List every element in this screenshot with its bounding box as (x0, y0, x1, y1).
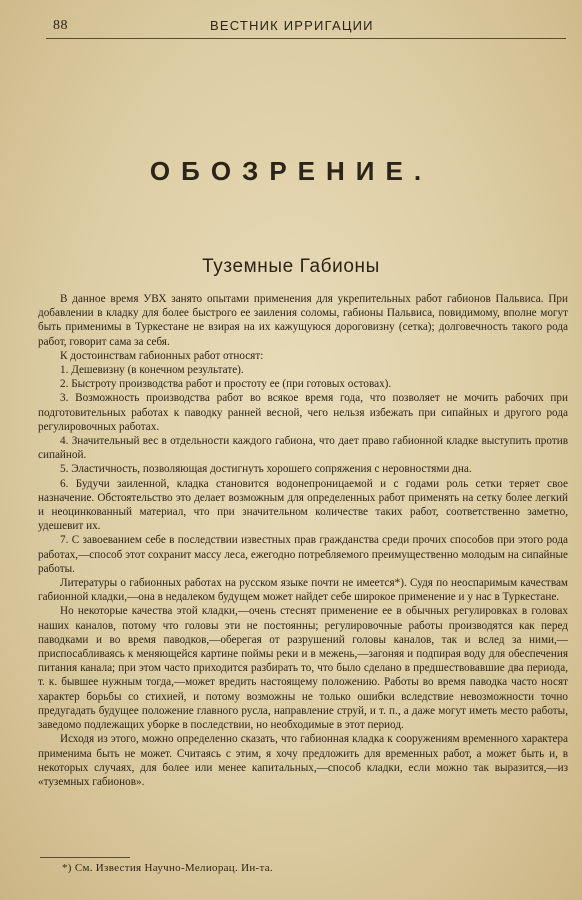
body-paragraph: К достоинствам габионных работ относят: (60, 349, 264, 362)
footnote: *) См. Известия Научно-Мелиорац. Ин-та. (62, 862, 273, 874)
body-paragraph: 3. Возможность производства работ во всякое время года, что позволяет не мочить рабочих при подготовительных работах к паводку ранней весной, чего нельзя избежать при сипайных и другого рода регулировочных работах. (38, 392, 568, 433)
page-number: 88 (53, 18, 68, 33)
body-paragraph: 4. Значительный вес в отдельности каждого габиона, что дает право габионной кладке выступить против сипайной. (38, 435, 568, 462)
header-rule (46, 38, 566, 39)
article-title: Туземные Габионы (202, 256, 380, 277)
footnote-rule (40, 857, 130, 858)
body-paragraph: 5. Эластичность, позволяющая достигнуть хорошего сопряжения с неровностями дна. (60, 463, 472, 476)
body-paragraph: 6. Будучи заиленной, кладка становится водонепроницаемой и с годами роль сетки теряет свое назначение. Обстоятельство это делает возможным для определенных работ применять на сетку более легкий и неоцинкованный материал, что при значительном количестве таких работ, соответственно заметно, удешевит их. (38, 477, 568, 533)
body-paragraph: Исходя из этого, можно определенно сказать, что габионная кладка к сооружениям временного характера применима быть не может. Считаясь с этим, я хочу предложить для временных работ, а может быть и, в некоторых случаях, для более или менее капитальных,—способ кладки, если можно так выразится,—из «туземных габионов». (38, 733, 568, 788)
body-paragraph: 2. Быстроту производства работ и простоту ее (при готовых остовах). (60, 378, 392, 391)
body-paragraph: 1. Дешевизну (в конечном результате). (60, 364, 244, 377)
body-paragraph: 7. С завоеванием себе в последствии известных прав гражданства среди прочих способов при этого рода работах,—способ этот сохранит массу леса, ежегодно потребляемого преимущественно молодым на сипайные работы. (38, 534, 568, 575)
body-paragraph: Литературы о габионных работах на русском языке почти не имеется*). Судя по неоспаримым качествам габионной кладки,—она в недалеком будущем может найдет себе широкое применение и у нас в Туркестане. (38, 577, 568, 604)
running-header (0, 18, 582, 38)
article-body (38, 292, 568, 789)
body-paragraph: В данное время УВХ занято опытами применения для укрепительных работ габионов Пальвиса. При добавлении в кладку для более быстрого ее заиления соломы, габионы Пальвиса, повидимому, вполне могут быть применимы в Туркестане не взирая на их кажущуюся дороговизну (сетка); долговечность такого рода работ, говорит сама за себя. (38, 293, 568, 348)
body-paragraph: Но некоторые качества этой кладки,—очень стеснят применение ее в обычных регулировках в головах наших каналов, потому что головы эти не постоянны; регулировочные работы производятся как перед паводками и во время паводков,—оберегая от разрушений головы каналов, так и вслед за ними,—приспосабливаясь к меняющейся картине поймы реки и в межень,—загоняя и подпирая воду для обеспечения питания канала; при этом часто приходится разбирать то, что было сделано в предшествовавшие два периода, т. к. бывшее нужным тогда,—может вредить настоящему положению. Работы во время паводка часто носят характер борьбы со стихией, и потому возможны не только ошибки вследствие невозможности точно предугадать будущее положение главного русла, направление струй, и т. п., а даже могут иметь место работы, заведомо подлежащих уборке в последствии, но необходимые в этот период. (38, 605, 568, 732)
journal-name: ВЕСТНИК ИРРИГАЦИИ (210, 18, 374, 33)
review-title: ОБОЗРЕНИЕ. (149, 156, 433, 186)
